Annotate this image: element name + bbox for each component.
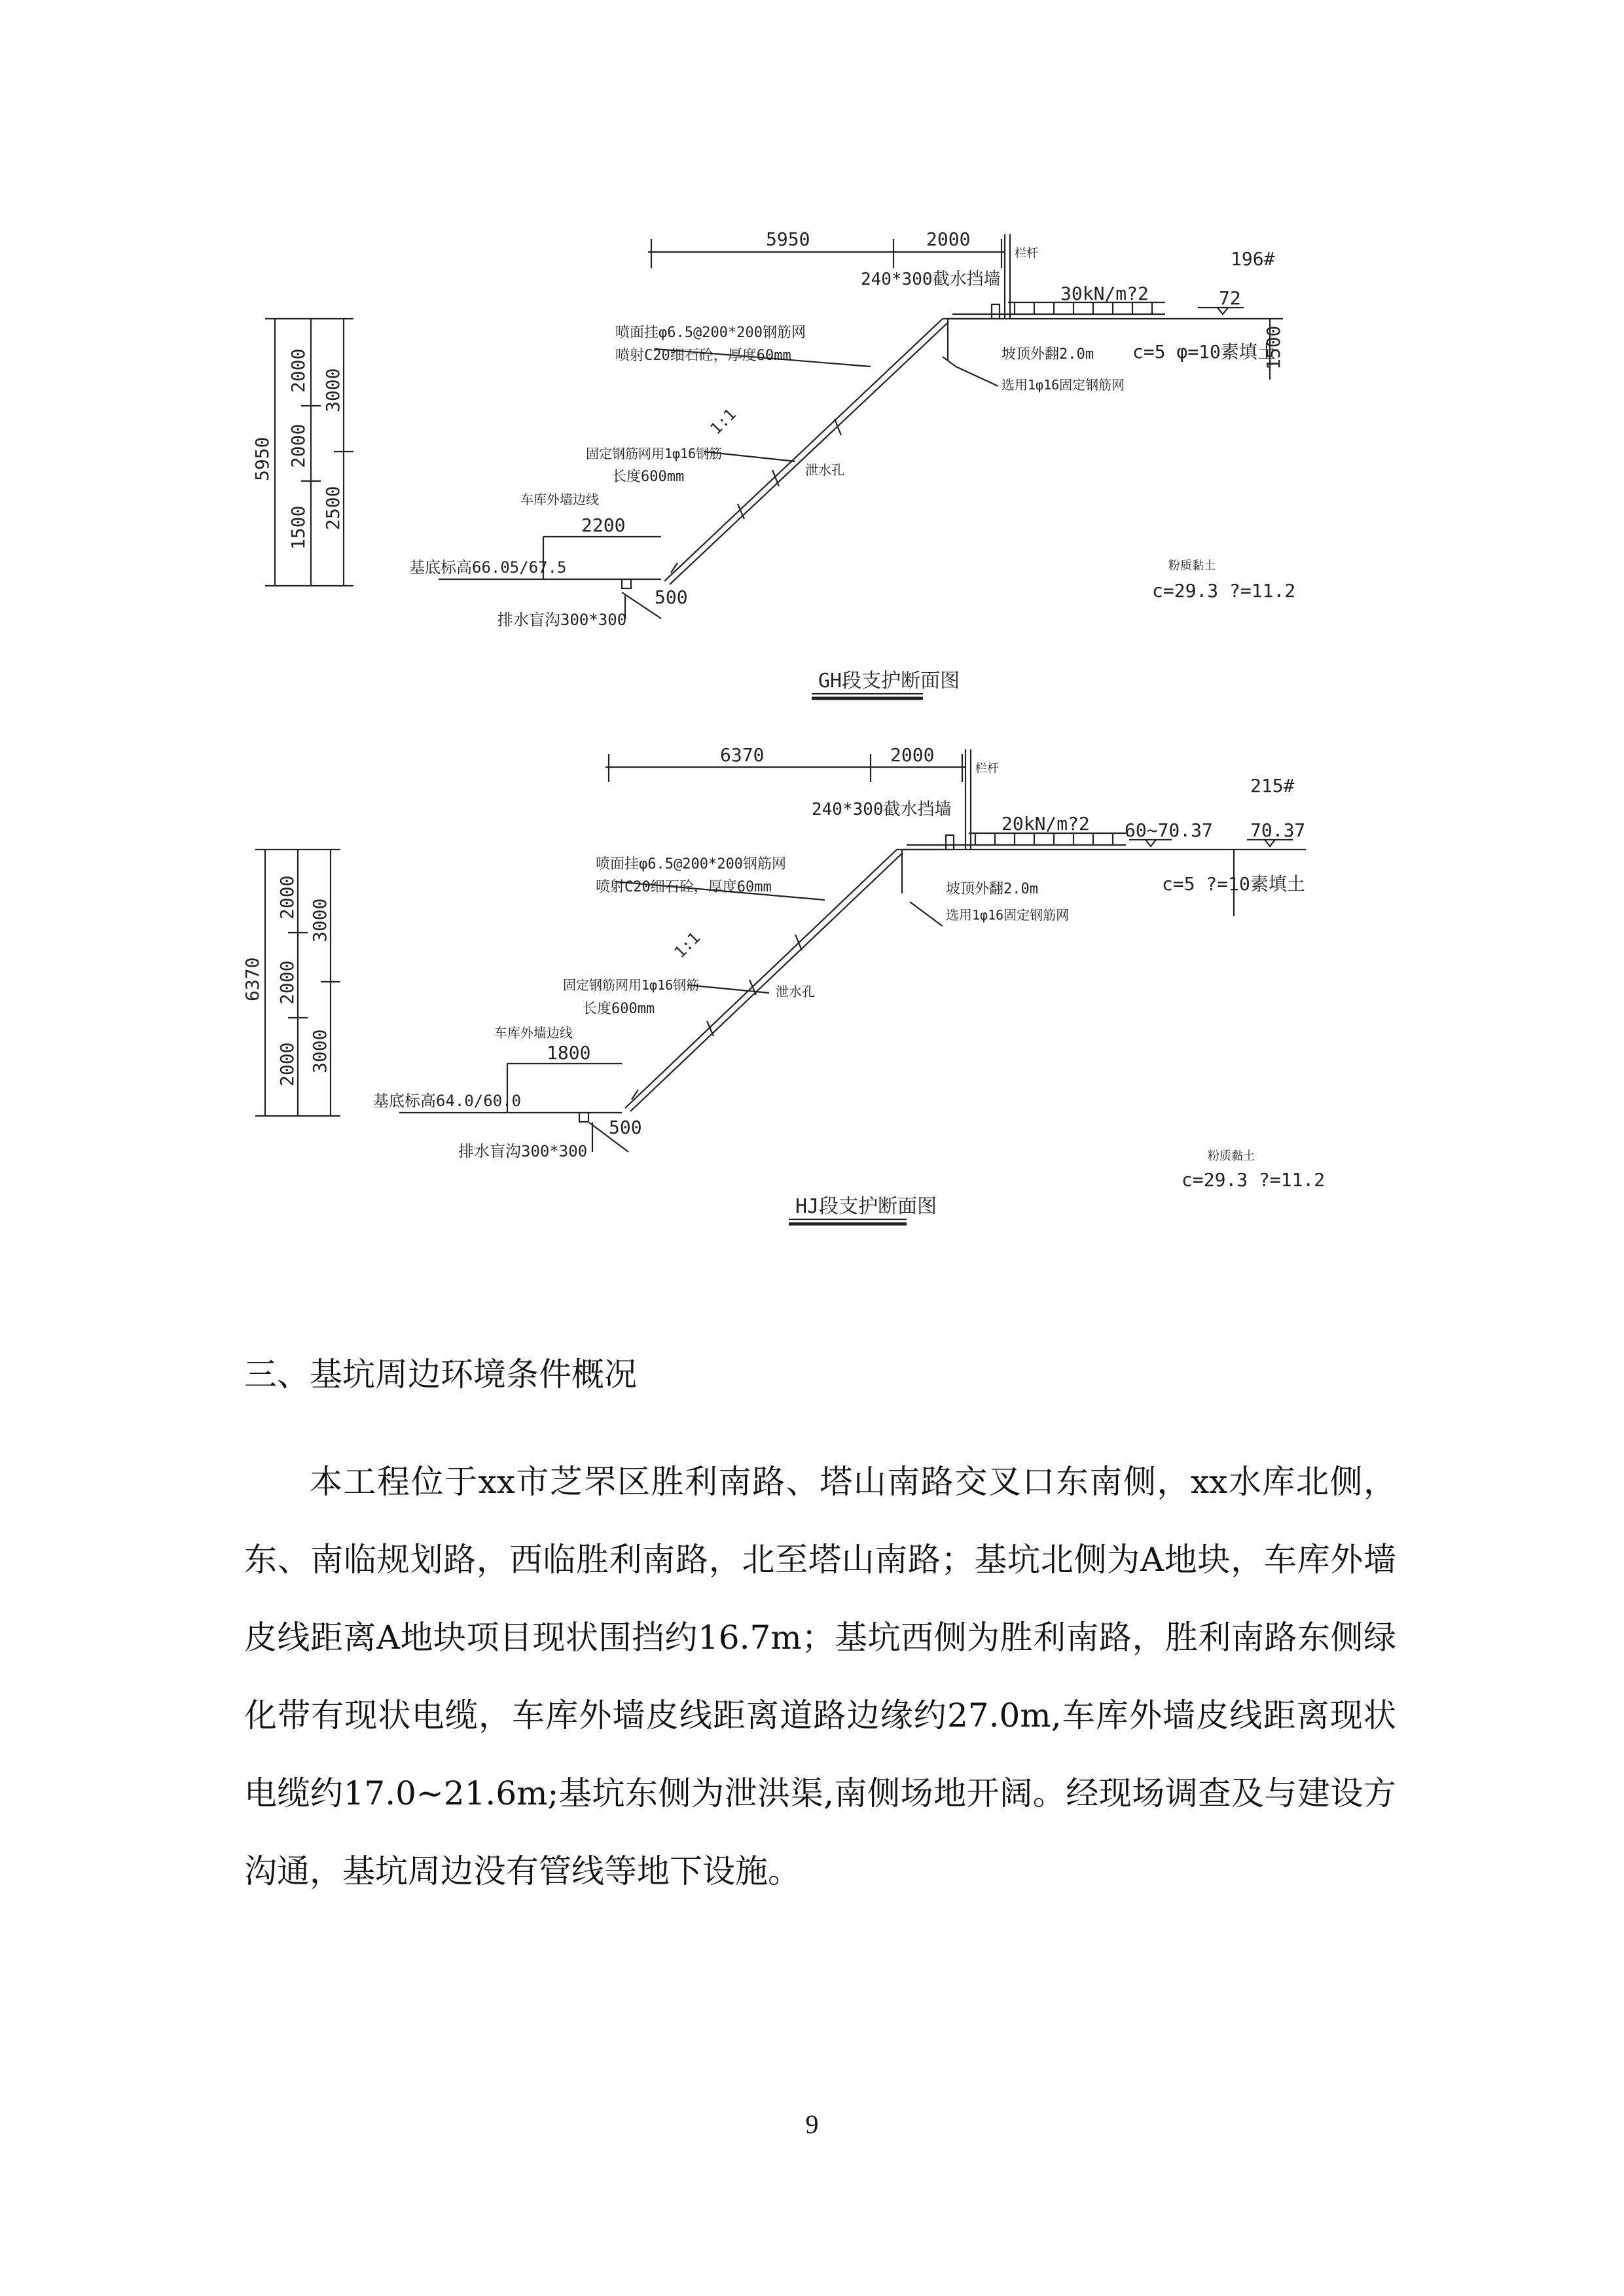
hj-dim-berm: 1800 (547, 1042, 591, 1064)
gh-dim-left-total: 5950 (251, 437, 273, 481)
hj-load-label: 20kN/m?2 (1001, 813, 1090, 834)
page-number: 9 (805, 2109, 819, 2139)
hj-railing-label: 栏杆 (975, 762, 999, 776)
hj-soil-bottom: c=29.3 ?=11.2 (1182, 1169, 1326, 1191)
hj-ditch: 排水盲沟300*300 (458, 1142, 588, 1160)
gh-ditch: 排水盲沟300*300 (497, 611, 627, 629)
hj-dim-inner-top: 3000 (309, 898, 331, 942)
gh-slope-ratio: 1:1 (706, 404, 740, 439)
gh-caption: GH段支护断面图 (818, 670, 960, 692)
gh-ext-line2: 选用1φ16固定钢筋网 (1001, 377, 1125, 393)
hj-base-elev: 基底标高64.0/60.0 (373, 1092, 522, 1110)
hj-dim-left-total: 6370 (242, 957, 263, 1001)
section-heading: 三、基坑周边环境条件概况 (244, 1355, 637, 1393)
hj-drain-hole: 泄水孔 (776, 984, 815, 999)
hj-dim-ditch: 500 (609, 1117, 642, 1138)
gh-dim-inner-top: 3000 (322, 368, 344, 412)
section-paragraph: 本工程位于xx市芝罘区胜利南路、塔山南路交叉口东南侧，xx水库北侧，东、南临规划路，西临胜利南路，北至塔山南路；基坑北侧为A地块，车库外墙皮线距离A地块项目现状围挡约16.7m；基坑西侧为胜利南路，胜利南路东侧绿化带有现状电缆，车库外墙皮线距离道路边缘约27.0m,车库外墙皮线距离现状电缆约17.0~21.6m;基坑东侧为泄洪渠,南侧场地开阔。经现场调查及与建设方沟通，基坑周边没有管线等地下设施。 (244, 1463, 1396, 1890)
hj-fix-line1: 固定钢筋网用1φ16钢筋 (563, 977, 700, 993)
hj-caption: HJ段支护断面图 (795, 1195, 937, 1218)
gh-soil-top: c=5 φ=10素填土 (1132, 341, 1276, 363)
hj-ext-line2: 选用1φ16固定钢筋网 (946, 907, 1070, 923)
hj-dim-inner-bottom: 3000 (309, 1029, 331, 1073)
gh-dim-top-right: 2000 (926, 228, 971, 250)
hj-mesh-line1: 喷面挂φ6.5@200*200钢筋网 (596, 856, 786, 872)
gh-dim-inner-bottom: 2500 (322, 486, 344, 530)
gh-base-elev: 基底标高66.05/67.5 (409, 558, 567, 577)
gh-dim-seg-bottom: 1500 (287, 505, 309, 550)
hj-ext-line1: 坡顶外翻2.0m (946, 881, 1038, 897)
hj-dim-top-right: 2000 (890, 744, 935, 766)
hj-crown-beam-label: 240*300截水挡墙 (812, 800, 952, 819)
hj-fix-line2: 长度600mm (583, 1001, 655, 1017)
hj-pile-number: 215# (1250, 775, 1295, 797)
gh-load-label: 30kN/m?2 (1060, 283, 1149, 304)
gh-drain-hole: 泄水孔 (805, 462, 844, 478)
gh-railing-label: 栏杆 (1015, 247, 1038, 260)
gh-dim-berm: 2200 (581, 514, 626, 536)
hj-top-elev-a: 60~70.37 (1125, 819, 1213, 841)
gh-dim-seg-mid: 2000 (287, 423, 309, 468)
gh-pile-number: 196# (1231, 248, 1275, 270)
hj-top-elev-b: 70.37 (1250, 819, 1306, 841)
figure-hj-section (0, 524, 1624, 1244)
gh-ext-line1: 坡顶外翻2.0m (1001, 346, 1094, 363)
hj-soil-top: c=5 ?=10素填土 (1162, 873, 1305, 895)
hj-slope-ratio: 1:1 (670, 928, 704, 962)
hj-dim-seg-bottom: 2000 (276, 1042, 298, 1086)
gh-dim-seg-top: 2000 (287, 348, 309, 393)
hj-dim-top-width: 6370 (720, 744, 765, 766)
hj-mesh-line2: 喷射C20细石砼，厚度60mm (596, 879, 772, 895)
gh-wall-line: 车库外墙边线 (520, 492, 599, 507)
gh-mesh-line2: 喷射C20细石砼，厚度60mm (615, 348, 791, 364)
hj-wall-line: 车库外墙边线 (494, 1025, 573, 1041)
gh-soil-bottom-name: 粉质黏土 (1168, 559, 1216, 573)
gh-crown-beam-label: 240*300截水挡墙 (861, 270, 1001, 289)
hj-dim-seg-mid: 2000 (276, 960, 298, 1005)
gh-dim-top-width: 5950 (766, 228, 810, 250)
gh-fix-line2: 长度600mm (612, 469, 685, 485)
gh-soil-bottom: c=29.3 ?=11.2 (1152, 580, 1296, 601)
hj-soil-bottom-name: 粉质黏土 (1208, 1149, 1255, 1163)
gh-top-elev: 72 (1219, 287, 1241, 309)
gh-mesh-line1: 喷面挂φ6.5@200*200钢筋网 (615, 325, 806, 341)
gh-fix-line1: 固定钢筋网用1φ16钢筋 (586, 446, 723, 461)
gh-dim-ditch: 500 (655, 586, 688, 608)
hj-dim-seg-top: 2000 (276, 875, 298, 920)
gh-top-depth: 1500 (1263, 325, 1284, 370)
